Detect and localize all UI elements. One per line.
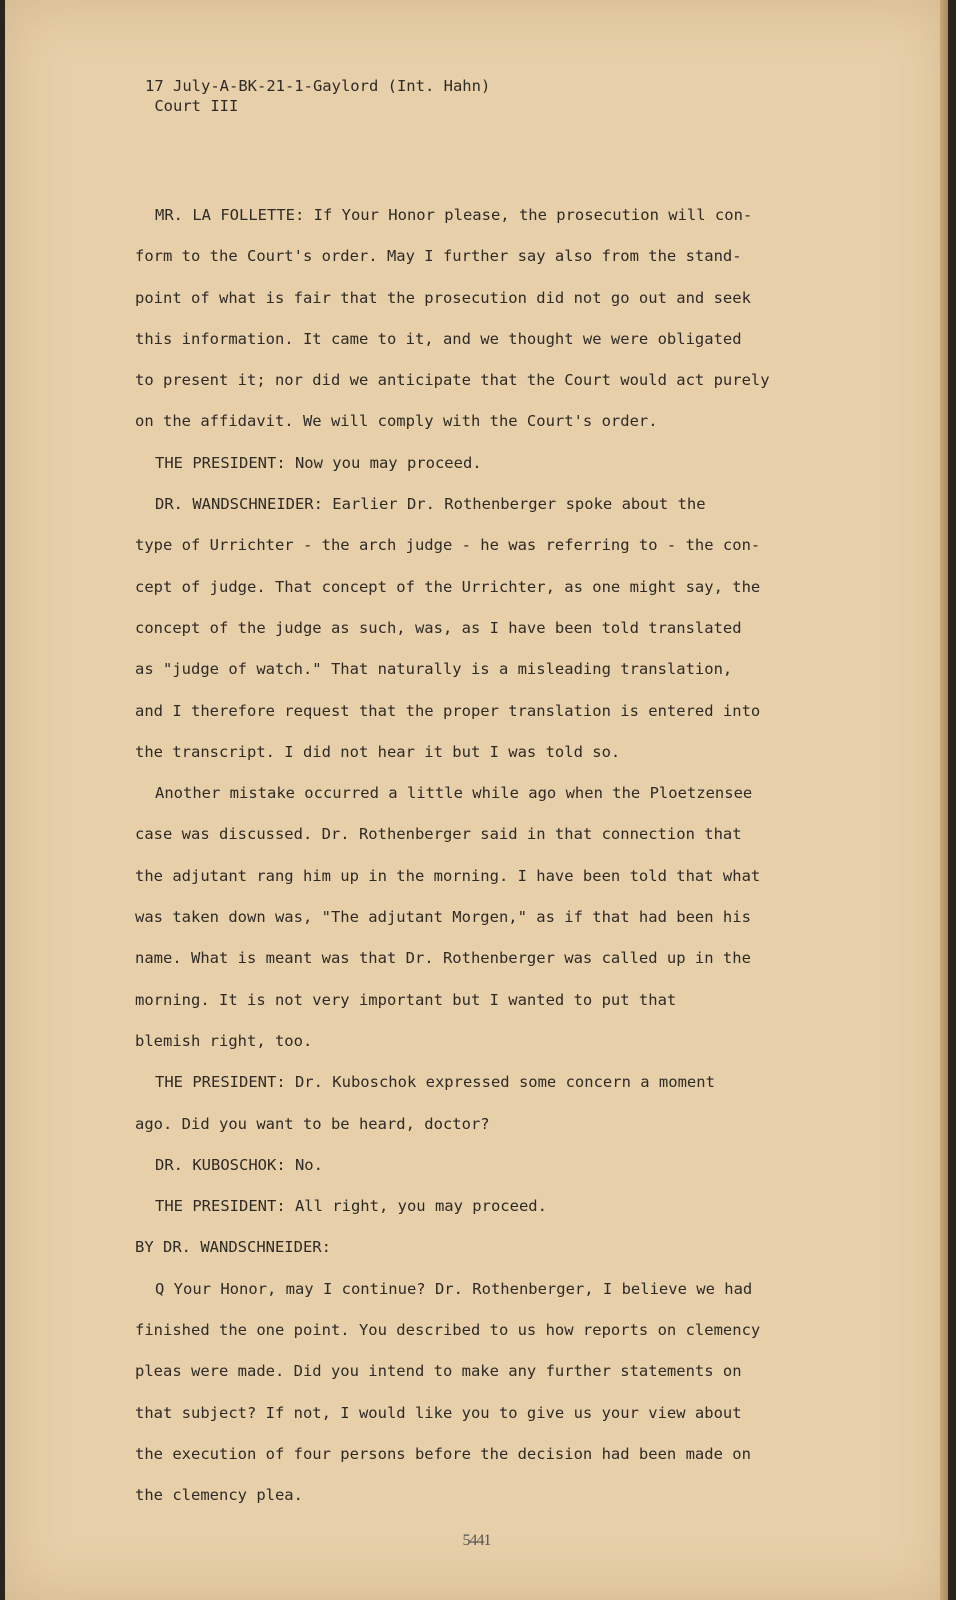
paragraph-president-all-right: THE PRESIDENT: All right, you may proceed.: [155, 1197, 547, 1216]
header-session-line: 17 July-A-BK-21-1-Gaylord (Int. Hahn): [145, 77, 491, 95]
transcript-body: [135, 195, 855, 1517]
paragraph-president-kuboschok: THE PRESIDENT: Dr. Kuboschok expressed some concern a moment ago. Did you want to be heard, doctor?: [135, 1073, 715, 1133]
page-edge: [940, 0, 948, 1600]
document-header: [145, 76, 490, 116]
paragraph-question: Q Your Honor, may I continue? Dr. Rothenberger, I believe we had finished the one point. You described to us how reports on clemency pleas were made. Did you intend to make any further statements on that subject? If not, I would like you to give us your view about the execution of four persons before the decision had been made on the clemency plea.: [135, 1279, 761, 1505]
paragraph-examination-heading: BY DR. WANDSCHNEIDER:: [135, 1238, 331, 1257]
document-page: [5, 0, 948, 1600]
paragraph-la-follette: MR. LA FOLLETTE: If Your Honor please, the prosecution will con- form to the Court's order. May I further say also from the stand- point of what is fair that the prosecution did not go out and seek this information. It came to it, and we thought we were obligated to present it; nor did we anticipate that the Court would act purely on the affidavit. We will comply with the Court's order.: [135, 206, 770, 431]
paragraph-president-proceed: THE PRESIDENT: Now you may proceed.: [155, 453, 482, 472]
paragraph-kuboschok-reply: DR. KUBOSCHOK: No.: [155, 1155, 323, 1174]
paragraph-another-mistake: Another mistake occurred a little while ago when the Ploetzensee case was discussed. Dr. Rothenberger said in that connection that the adjutant rang him up in the morning. I have been told that what was taken down was, "The adjutant Morgen," as if that had been his name. What is meant was that Dr. Rothenberger was called up in the morning. It is not very important but I wanted to put that blemish right, too.: [135, 784, 761, 1050]
page-number: 5441: [462, 1532, 491, 1549]
header-court-line: Court III: [154, 97, 239, 115]
paragraph-wandschneider-translation: DR. WANDSCHNEIDER: Earlier Dr. Rothenberger spoke about the type of Urrichter - the arch judge - he was referring to - the con- cept of judge. That concept of the Urrichter, as one might say, the concept of the judge as such, was, as I have been told translated as "judge of watch." That naturally is a misleading translation, and I therefore request that the proper translation is entered into the transcript. I did not hear it but I was told so.: [135, 495, 761, 761]
